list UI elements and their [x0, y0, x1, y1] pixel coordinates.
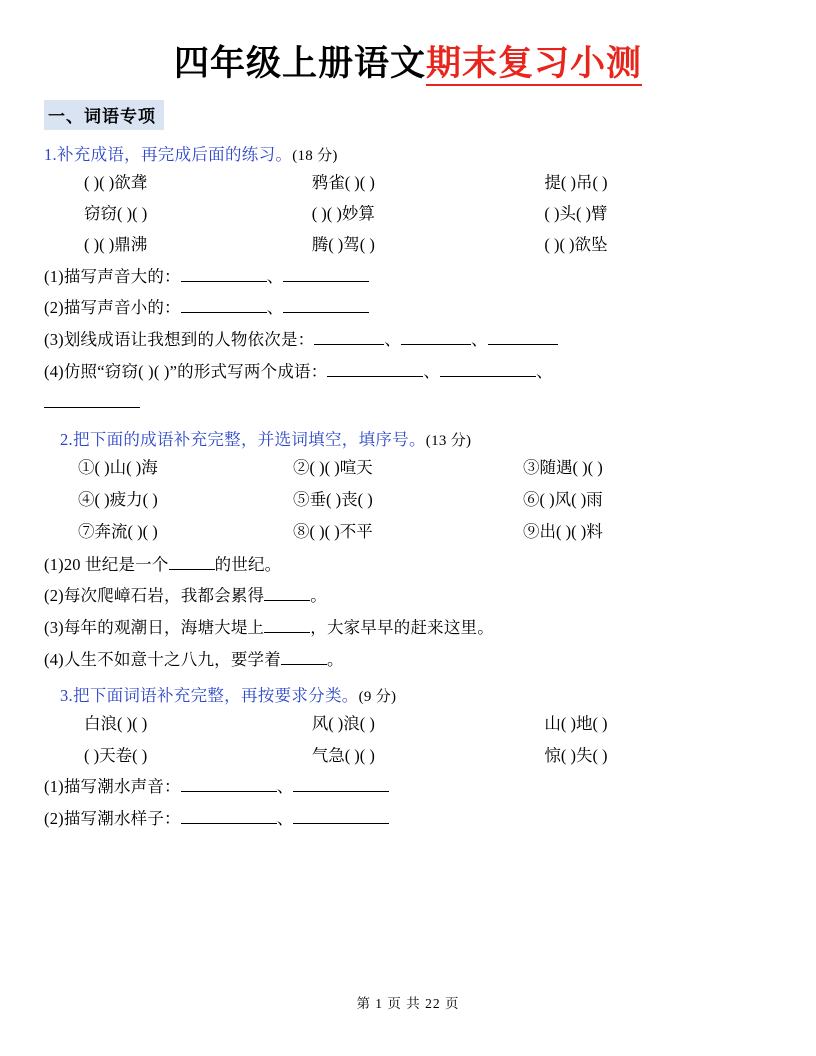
page-title-red: 期末复习小测: [426, 44, 642, 86]
answer-blank[interactable]: [281, 664, 327, 665]
idiom-cell: 鸦雀( )( ): [311, 172, 375, 192]
idiom-cell: ③随遇( )( ): [523, 458, 603, 478]
question-1-sub-1: (1)描写声音大的： 、: [44, 261, 772, 293]
question-3-points: (9 分): [358, 689, 397, 706]
question-2-row: [44, 452, 772, 484]
idiom-cell: ( )( )欲聋: [84, 172, 148, 192]
idiom-cell: 提( )吊( ): [544, 172, 608, 192]
answer-blank[interactable]: [440, 376, 536, 377]
answer-blank[interactable]: [327, 376, 423, 377]
sub-label-tail: 。: [310, 586, 327, 606]
page-title-black: 四年级上册语文: [173, 44, 426, 83]
sub-label: (4)人生不如意十之八九，要学着: [44, 649, 281, 669]
question-3-row: [44, 740, 772, 771]
idiom-cell: ⑥( )风( )雨: [523, 490, 603, 510]
question-1-row: [44, 167, 772, 198]
question-3-row: [44, 708, 772, 739]
question-2-row: [44, 516, 772, 548]
sub-label: (2)描写潮水样子：: [44, 808, 181, 828]
answer-blank[interactable]: [488, 344, 558, 345]
idiom-cell: 窃窃( )( ): [84, 204, 148, 224]
question-2-heading: [44, 426, 772, 450]
question-3-sub-1: (1)描写潮水声音： 、: [44, 771, 772, 803]
idiom-cell: ①( )山( )海: [78, 458, 158, 478]
idiom-cell: ( )头( )臂: [544, 204, 608, 224]
idiom-cell: ⑤垂( )丧( ): [293, 490, 373, 510]
question-2-row: [44, 484, 772, 516]
idiom-cell: ( )天卷( ): [84, 745, 148, 765]
question-2-sub-2: [44, 580, 772, 612]
answer-blank[interactable]: [283, 312, 369, 313]
question-1-row: [44, 198, 772, 229]
answer-blank[interactable]: [314, 344, 384, 345]
question-1-sub-3: (3)划线成语让我想到的人物依次是： 、 、: [44, 324, 772, 356]
question-1-sub-4: (4)仿照“窃窃( )( )”的形式写两个成语： 、 、: [44, 361, 553, 381]
sub-label: (2)描写声音小的：: [44, 298, 181, 318]
idiom-cell: ( )( )鼎沸: [84, 235, 148, 255]
question-1-sub-2: (2)描写声音小的： 、: [44, 292, 772, 324]
question-1-points: (18 分): [292, 147, 338, 164]
question-2-sub-3: [44, 612, 772, 644]
answer-blank[interactable]: [293, 791, 389, 792]
idiom-cell: ⑨出( )( )料: [523, 522, 603, 542]
answer-blank[interactable]: [181, 823, 277, 824]
sub-label: (1)描写声音大的：: [44, 266, 181, 286]
idiom-cell: 惊( )失( ): [544, 745, 608, 765]
question-1-heading: [44, 141, 772, 165]
sub-label: (3)划线成语让我想到的人物依次是：: [44, 330, 315, 350]
question-2-points: (13 分): [425, 433, 472, 450]
sub-label-tail: 。: [326, 649, 344, 669]
answer-blank[interactable]: [44, 407, 140, 408]
answer-blank[interactable]: [181, 281, 267, 282]
section-header: 一、词语专项: [44, 100, 164, 130]
sub-label: (4)仿照“窃窃( )( )”的形式写两个成语：: [44, 361, 328, 381]
sub-label: (1)描写潮水声音：: [44, 777, 181, 797]
answer-blank[interactable]: [293, 823, 389, 824]
idiom-cell: 气急( )( ): [311, 745, 375, 765]
answer-blank[interactable]: [283, 281, 369, 282]
page-title: [44, 42, 772, 86]
idiom-cell: ⑦奔流( )( ): [78, 522, 158, 542]
answer-blank[interactable]: [181, 791, 277, 792]
sub-label-tail: 的世纪。: [214, 554, 282, 574]
question-3-text: 3.把下面词语补充完整，再按要求分类。: [60, 686, 359, 706]
question-2-text: 2.把下面的成语补充完整，并选词填空，填序号。: [60, 430, 426, 450]
idiom-cell: ⑧( )( )不平: [293, 522, 373, 542]
question-1-row: [44, 229, 772, 260]
page-footer: 第 1 页 共 22 页: [356, 996, 460, 1011]
question-3-sub-2: (2)描写潮水样子： 、: [44, 803, 772, 835]
idiom-cell: 山( )地( ): [544, 714, 608, 734]
question-1-text: 1.补充成语，再完成后面的练习。: [44, 144, 293, 164]
question-2-sub-1: [44, 549, 772, 581]
answer-blank[interactable]: [401, 344, 471, 345]
answer-blank[interactable]: [169, 569, 215, 570]
idiom-cell: ②( )( )喧天: [293, 458, 373, 478]
answer-blank[interactable]: [264, 600, 310, 601]
question-1-sub-4-cont: [44, 387, 772, 419]
question-2-sub-4: [44, 644, 772, 676]
idiom-cell: ④( )疲力( ): [78, 490, 158, 510]
idiom-cell: ( )( )妙算: [311, 204, 375, 224]
answer-blank[interactable]: [264, 632, 310, 633]
idiom-cell: 腾( )驾( ): [311, 235, 375, 255]
idiom-cell: 风( )浪( ): [311, 714, 375, 734]
sub-label-tail: ，大家早早的赶来这里。: [310, 618, 494, 637]
answer-blank[interactable]: [181, 312, 267, 313]
sub-label: (2)每次爬嶂石岩，我都会累得: [44, 586, 265, 606]
question-3-heading: [44, 682, 772, 706]
idiom-cell: 白浪( )( ): [84, 714, 148, 734]
idiom-cell: ( )( )欲坠: [544, 235, 608, 255]
sub-label: (1)20 世纪是一个: [44, 554, 169, 574]
sub-label: (3)每年的观潮日，海塘大堤上: [44, 618, 265, 637]
